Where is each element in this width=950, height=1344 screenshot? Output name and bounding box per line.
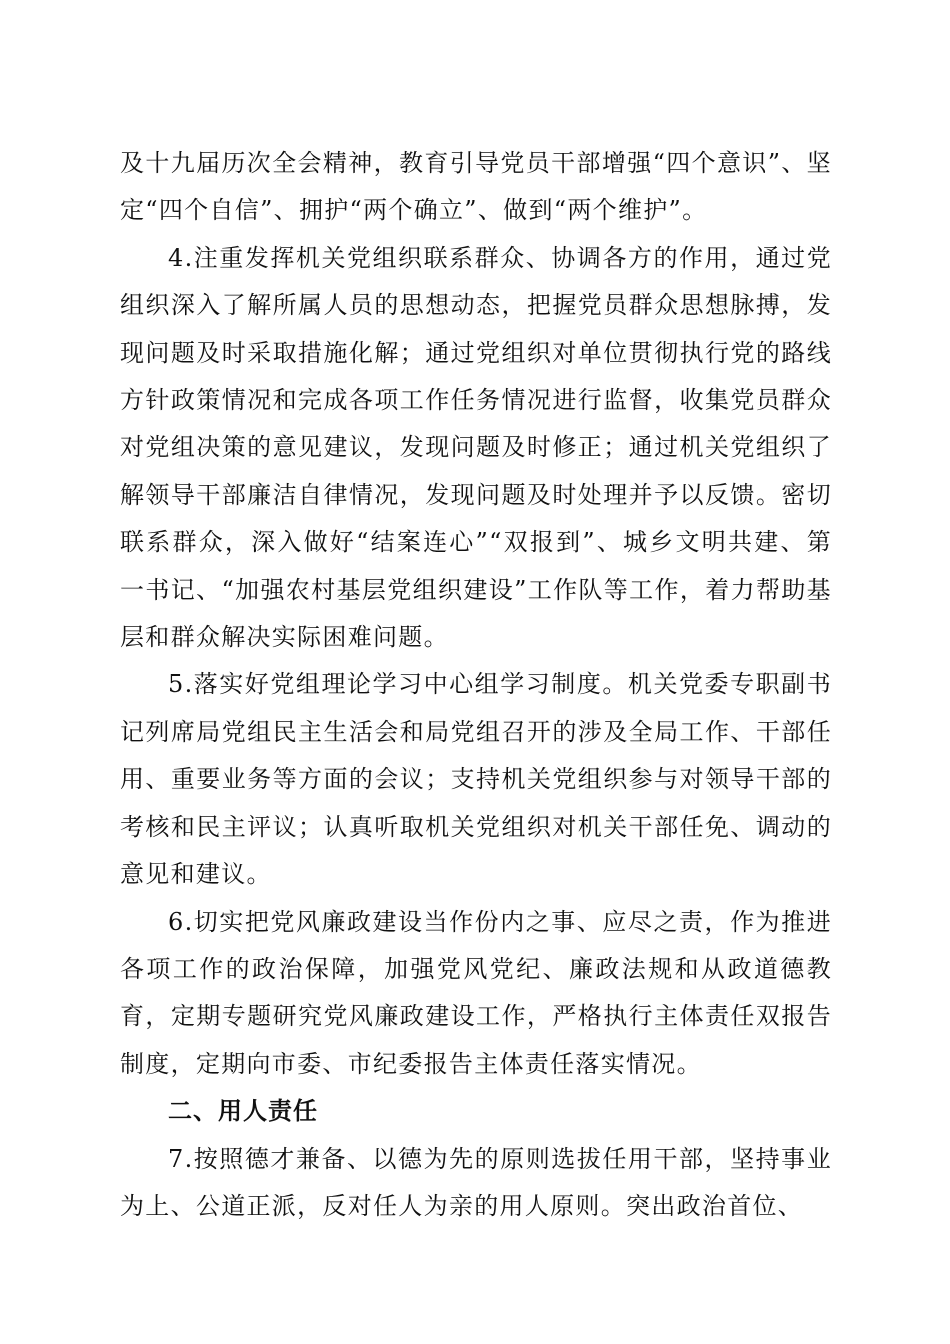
document-body <box>120 140 832 1230</box>
paragraph-continuation: 及十九届历次全会精神，教育引导党员干部增强“四个意识”、坚定“四个自信”、拥护“两个确立”、做到“两个维护”。 <box>120 149 832 225</box>
paragraph-item-6: 6.切实把党风廉政建设当作份内之事、应尽之责，作为推进各项工作的政治保障，加强党风党纪、廉政法规和从政道德教育，定期专题研究党风廉政建设工作，严格执行主体责任双报告制度，定期向市委、市纪委报告主体责任落实情况。 <box>120 907 832 1078</box>
paragraph-item-5: 5.落实好党组理论学习中心组学习制度。机关党委专职副书记列席局党组民主生活会和局党组召开的涉及全局工作、干部任用、重要业务等方面的会议；支持机关党组织参与对领导干部的考核和民主评议；认真听取机关党组织对机关干部任免、调动的意见和建议。 <box>120 670 832 889</box>
paragraph-item-7: 7.按照德才兼备、以德为先的原则选拔任用干部，坚持事业为上、公道正派，反对任人为亲的用人原则。突出政治首位、 <box>120 1144 832 1220</box>
paragraph-item-4: 4.注重发挥机关党组织联系群众、协调各方的作用，通过党组织深入了解所属人员的思想动态，把握党员群众思想脉搏，发现问题及时采取措施化解；通过党组织对单位贯彻执行党的路线方针政策情况和完成各项工作任务情况进行监督，收集党员群众对党组决策的意见建议，发现问题及时修正；通过机关党组织了解领导干部廉洁自律情况，发现问题及时处理并予以反馈。密切联系群众，深入做好“结案连心”“双报到”、城乡文明共建、第一书记、“加强农村基层党组织建设”工作队等工作，着力帮助基层和群众解决实际困难问题。 <box>120 243 832 652</box>
section-heading-hiring-responsibility: 二、用人责任 <box>168 1097 318 1126</box>
